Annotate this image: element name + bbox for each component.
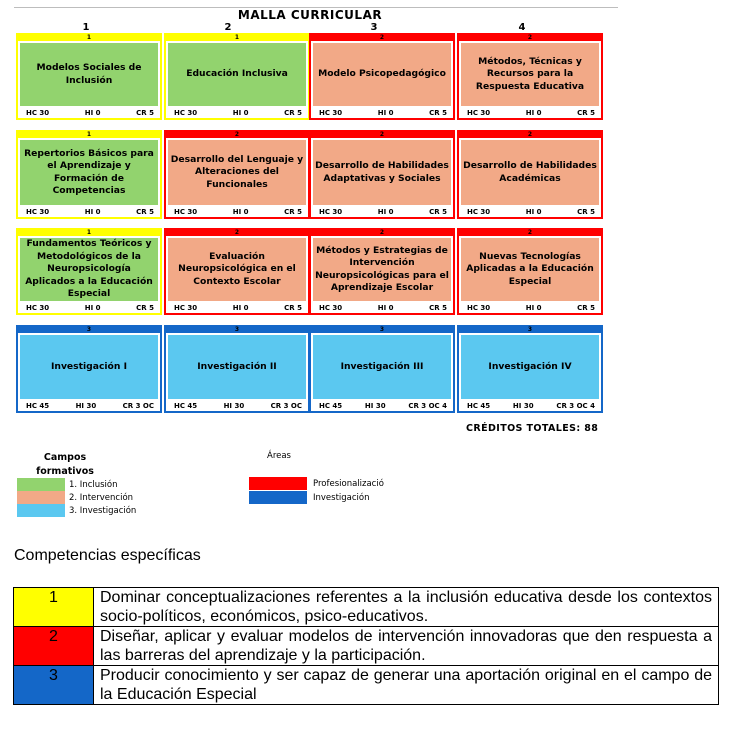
competencias-heading: Competencias específicas: [14, 547, 201, 564]
course-card: [16, 325, 162, 413]
course-hi: HI 0: [84, 108, 101, 117]
course-hi: HI 0: [525, 303, 542, 312]
legend-area-investigacion: [249, 491, 370, 504]
course-hours: [18, 400, 160, 411]
course-card: [457, 33, 603, 120]
course-hours: [166, 206, 308, 217]
course-cr: CR 5: [577, 207, 595, 216]
course-hours: [311, 107, 453, 118]
course-cr: CR 5: [136, 108, 154, 117]
competency-bar: 2: [459, 132, 601, 138]
competency-bar: 2: [166, 230, 308, 236]
course-name: Desarrollo de Habilidades Académicas: [461, 140, 599, 205]
competencia-row: [14, 666, 719, 705]
course-hi: HI 30: [75, 401, 97, 410]
course-name: Métodos y Estrategias de Intervención Neuropsicológicas para el Aprendizaje Escolar: [313, 238, 451, 301]
legend-swatch: [17, 491, 65, 504]
course-name: Investigación I: [20, 335, 158, 399]
course-name: Métodos, Técnicas y Recursos para la Respuesta Educativa: [461, 43, 599, 106]
course-hi: HI 30: [223, 401, 245, 410]
competencia-text: Diseñar, aplicar y evaluar modelos de intervención innovadoras que den respuesta a las barreras del aprendizaje y la participación.: [94, 627, 719, 666]
legend-label: 3. Investigación: [69, 505, 137, 516]
course-hc: HC 30: [319, 303, 343, 312]
course-hc: HC 30: [174, 303, 198, 312]
course-card: [309, 325, 455, 413]
competencia-row: [14, 588, 719, 627]
course-card: [164, 325, 310, 413]
course-hours: [166, 107, 308, 118]
competencia-row: [14, 627, 719, 666]
course-hi: HI 0: [232, 207, 249, 216]
course-hi: HI 0: [525, 207, 542, 216]
competency-bar: 2: [459, 230, 601, 236]
competency-bar: 1: [18, 230, 160, 236]
course-cr: CR 5: [429, 108, 447, 117]
course-card: [457, 325, 603, 413]
course-hours: [459, 107, 601, 118]
course-hc: HC 30: [174, 108, 198, 117]
competency-bar: 2: [459, 35, 601, 41]
legend-campos-title: Campos formativos: [36, 452, 94, 477]
course-card: [309, 130, 455, 219]
competency-bar: 3: [18, 327, 160, 333]
course-name: Nuevas Tecnologías Aplicadas a la Educación Especial: [461, 238, 599, 301]
course-hc: HC 30: [319, 108, 343, 117]
course-card: [457, 228, 603, 315]
course-hc: HC 45: [174, 401, 198, 410]
course-hours: [166, 400, 308, 411]
course-hi: HI 0: [377, 207, 394, 216]
course-hc: HC 45: [319, 401, 343, 410]
course-hours: [311, 302, 453, 313]
competency-bar: 2: [311, 35, 453, 41]
legend-item-inclusion: [17, 478, 118, 491]
course-hc: HC 30: [26, 207, 50, 216]
competencia-number: 1: [14, 588, 94, 627]
course-hc: HC 45: [467, 401, 491, 410]
column-number-1: 1: [82, 22, 90, 33]
competency-bar: 3: [311, 327, 453, 333]
course-hc: HC 30: [319, 207, 343, 216]
total-credits: CRÉDITOS TOTALES: 88: [466, 423, 599, 434]
competency-bar: 2: [166, 132, 308, 138]
course-cr: CR 5: [577, 108, 595, 117]
course-name: Modelos Sociales de Inclusión: [20, 43, 158, 106]
course-hi: HI 0: [377, 303, 394, 312]
course-hc: HC 30: [467, 303, 491, 312]
competencia-number: 2: [14, 627, 94, 666]
legend-label: 1. Inclusión: [69, 479, 118, 490]
course-hours: [459, 302, 601, 313]
competency-bar: 1: [18, 35, 160, 41]
course-hours: [311, 400, 453, 411]
course-name: Educación Inclusiva: [168, 43, 306, 106]
course-hours: [459, 400, 601, 411]
legend-swatch: [249, 491, 307, 504]
course-name: Modelo Psicopedagógico: [313, 43, 451, 106]
course-cr: CR 5: [136, 207, 154, 216]
legend-item-intervencion: [17, 491, 133, 504]
course-name: Fundamentos Teóricos y Metodológicos de la Neuropsicología Aplicados a la Educación Especial: [20, 238, 158, 301]
legend-swatch: [17, 478, 65, 491]
course-hc: HC 30: [26, 303, 50, 312]
course-name: Desarrollo de Habilidades Adaptativas y Sociales: [313, 140, 451, 205]
legend-swatch: [249, 477, 307, 490]
course-card: [457, 130, 603, 219]
course-hi: HI 0: [84, 303, 101, 312]
legend-areas-title: Áreas: [267, 451, 291, 461]
course-cr: CR 5: [284, 303, 302, 312]
course-cr: CR 3 OC 4: [408, 401, 447, 410]
competency-bar: 2: [311, 230, 453, 236]
course-hi: HI 30: [364, 401, 386, 410]
course-name: Evaluación Neuropsicológica en el Contexto Escolar: [168, 238, 306, 301]
course-hc: HC 30: [467, 207, 491, 216]
course-card: [16, 130, 162, 219]
course-card: [16, 33, 162, 120]
legend-label: Investigación: [313, 492, 370, 503]
competency-bar: 3: [166, 327, 308, 333]
course-cr: CR 5: [429, 207, 447, 216]
course-cr: CR 5: [284, 207, 302, 216]
course-hours: [18, 302, 160, 313]
course-hours: [311, 206, 453, 217]
course-name: Desarrollo del Lenguaje y Alteraciones del Funcionales: [168, 140, 306, 205]
legend-label: 2. Intervención: [69, 492, 134, 503]
course-card: [309, 33, 455, 120]
legend-area-profesionalizacion: [249, 477, 384, 490]
course-hi: HI 0: [84, 207, 101, 216]
column-number-2: 2: [224, 22, 232, 33]
course-name: Repertorios Básicos para el Aprendizaje y Formación de Competencias: [20, 140, 158, 205]
column-number-3: 3: [370, 22, 378, 33]
competencia-text: Dominar conceptualizaciones referentes a la inclusión educativa desde los contextos socio-políticos, económicos, psico-educativos.: [94, 588, 719, 627]
competency-bar: 1: [166, 35, 308, 41]
course-hours: [18, 206, 160, 217]
course-cr: CR 5: [429, 303, 447, 312]
course-hc: HC 30: [174, 207, 198, 216]
course-card: [164, 228, 310, 315]
competencia-text: Producir conocimiento y ser capaz de generar una aportación original en el campo de la Educación Especial: [94, 666, 719, 705]
course-cr: CR 3 OC: [122, 401, 154, 410]
course-name: Investigación IV: [461, 335, 599, 399]
legend-swatch: [17, 504, 65, 517]
course-hours: [18, 107, 160, 118]
course-hours: [166, 302, 308, 313]
course-hi: HI 0: [232, 303, 249, 312]
course-hi: HI 30: [512, 401, 534, 410]
course-name: Investigación II: [168, 335, 306, 399]
course-cr: CR 3 OC: [270, 401, 302, 410]
course-card: [309, 228, 455, 315]
course-cr: CR 5: [577, 303, 595, 312]
competency-bar: 3: [459, 327, 601, 333]
course-cr: CR 5: [136, 303, 154, 312]
course-cr: CR 5: [284, 108, 302, 117]
course-card: [164, 130, 310, 219]
course-hi: HI 0: [525, 108, 542, 117]
legend-item-investigacion: [17, 504, 136, 517]
page-title: MALLA CURRICULAR: [237, 8, 383, 22]
course-hours: [459, 206, 601, 217]
course-hc: HC 30: [26, 108, 50, 117]
course-hc: HC 45: [26, 401, 50, 410]
competency-bar: 1: [18, 132, 160, 138]
legend-label: Profesionalizació: [313, 478, 384, 489]
course-card: [16, 228, 162, 315]
competencia-number: 3: [14, 666, 94, 705]
course-hi: HI 0: [377, 108, 394, 117]
course-hc: HC 30: [467, 108, 491, 117]
course-name: Investigación III: [313, 335, 451, 399]
course-card: [164, 33, 310, 120]
competency-bar: 2: [311, 132, 453, 138]
competencias-table: [13, 587, 719, 705]
course-hi: HI 0: [232, 108, 249, 117]
course-cr: CR 3 OC 4: [556, 401, 595, 410]
column-number-4: 4: [518, 22, 526, 33]
